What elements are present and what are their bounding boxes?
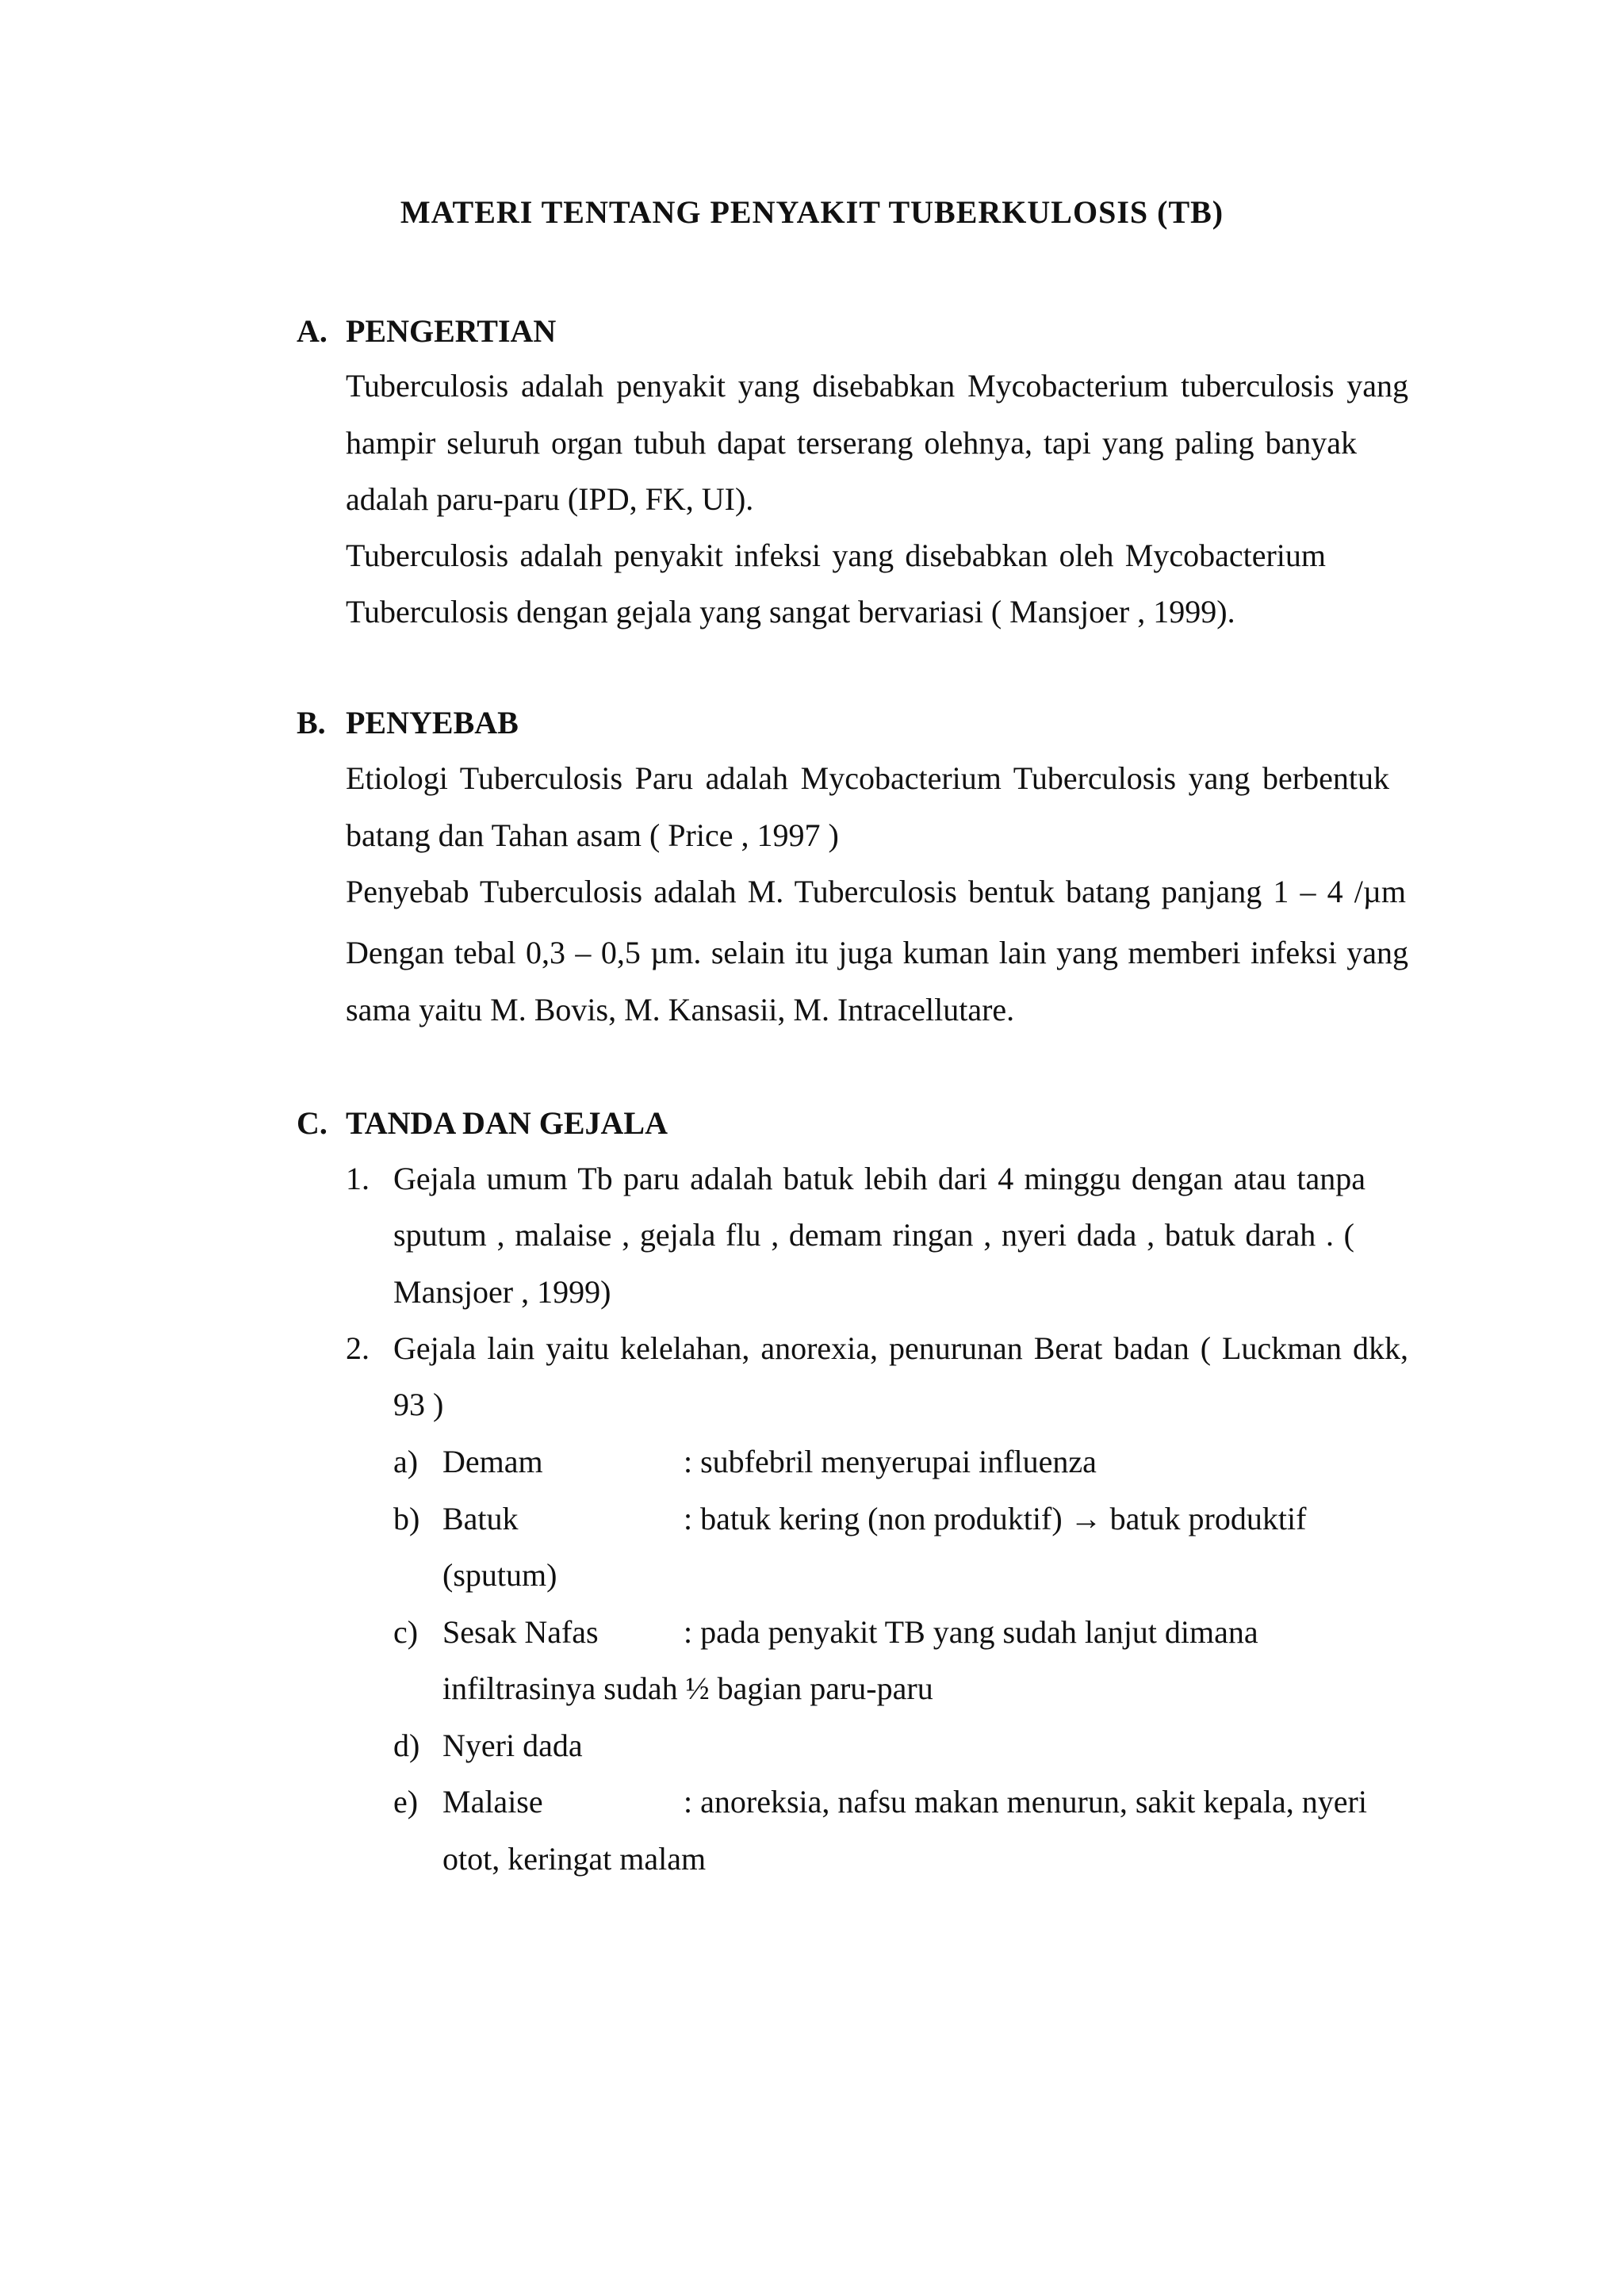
sub-item-desc: : anoreksia, nafsu makan menurun, sakit kepala, nyeri: [684, 1784, 1367, 1820]
sub-item-desc: : batuk kering (non produktif) → batuk produktif: [684, 1501, 1307, 1536]
section-a-line: adalah paru-paru (IPD, FK, UI).: [346, 481, 754, 517]
sub-item-continuation: infiltrasinya sudah ½ bagian paru-paru: [442, 1670, 933, 1706]
list-item-line: 93 ): [393, 1387, 444, 1422]
sub-item-letter: b): [393, 1501, 420, 1536]
sub-item-term: Nyeri dada: [442, 1728, 583, 1763]
sub-item-desc: : pada penyakit TB yang sudah lanjut dimana: [684, 1614, 1258, 1650]
list-item-number: 2.: [346, 1330, 370, 1366]
list-item-line: sputum , malaise , gejala flu , demam ringan , nyeri dada , batuk darah . (: [393, 1217, 1354, 1253]
section-a-heading: PENGERTIAN: [346, 313, 557, 349]
sub-item-term: Sesak Nafas: [442, 1614, 599, 1650]
section-b-line: sama yaitu M. Bovis, M. Kansasii, M. Intracellutare.: [346, 992, 1015, 1027]
list-item-line: Gejala umum Tb paru adalah batuk lebih dari 4 minggu dengan atau tanpa: [393, 1161, 1365, 1196]
section-a-letter: A.: [297, 313, 327, 349]
sub-item-term: Malaise: [442, 1784, 543, 1820]
section-b-line: Dengan tebal 0,3 – 0,5 µm. selain itu juga kuman lain yang memberi infeksi yang: [346, 935, 1408, 970]
list-item-line: Gejala lain yaitu kelelahan, anorexia, penurunan Berat badan ( Luckman dkk,: [393, 1330, 1408, 1366]
document-title: MATERI TENTANG PENYAKIT TUBERKULOSIS (TB): [400, 194, 1224, 230]
sub-item-letter: c): [393, 1614, 419, 1650]
section-a-line: Tuberculosis dengan gejala yang sangat bervariasi ( Mansjoer , 1999).: [346, 594, 1235, 629]
list-item-line: Mansjoer , 1999): [393, 1274, 611, 1310]
section-a-line: hampir seluruh organ tubuh dapat terserang olehnya, tapi yang paling banyak: [346, 425, 1357, 461]
sub-item-letter: d): [393, 1728, 420, 1763]
sub-item-continuation: (sputum): [442, 1557, 557, 1593]
section-c-heading: TANDA DAN GEJALA: [346, 1105, 668, 1141]
sub-item-term: Batuk: [442, 1501, 519, 1536]
section-b-heading: PENYEBAB: [346, 705, 519, 740]
section-b-line: Etiologi Tuberculosis Paru adalah Mycobacterium Tuberculosis yang berbentuk: [346, 760, 1389, 796]
sub-item-letter: e): [393, 1784, 419, 1820]
section-b-line: Penyebab Tuberculosis adalah M. Tuberculosis bentuk batang panjang 1 – 4 /µm: [346, 874, 1406, 909]
section-b-letter: B.: [297, 705, 326, 740]
sub-item-term: Demam: [442, 1444, 543, 1479]
sub-item-continuation: otot, keringat malam: [442, 1841, 707, 1877]
sub-item-letter: a): [393, 1444, 419, 1479]
sub-item-desc: : subfebril menyerupai influenza: [684, 1444, 1097, 1479]
section-b-line: batang dan Tahan asam ( Price , 1997 ): [346, 817, 839, 853]
section-a-line: Tuberculosis adalah penyakit infeksi yang disebabkan oleh Mycobacterium: [346, 538, 1326, 573]
list-item-number: 1.: [346, 1161, 370, 1196]
section-c-letter: C.: [297, 1105, 327, 1141]
section-a-line: Tuberculosis adalah penyakit yang disebabkan Mycobacterium tuberculosis yang: [346, 368, 1408, 404]
